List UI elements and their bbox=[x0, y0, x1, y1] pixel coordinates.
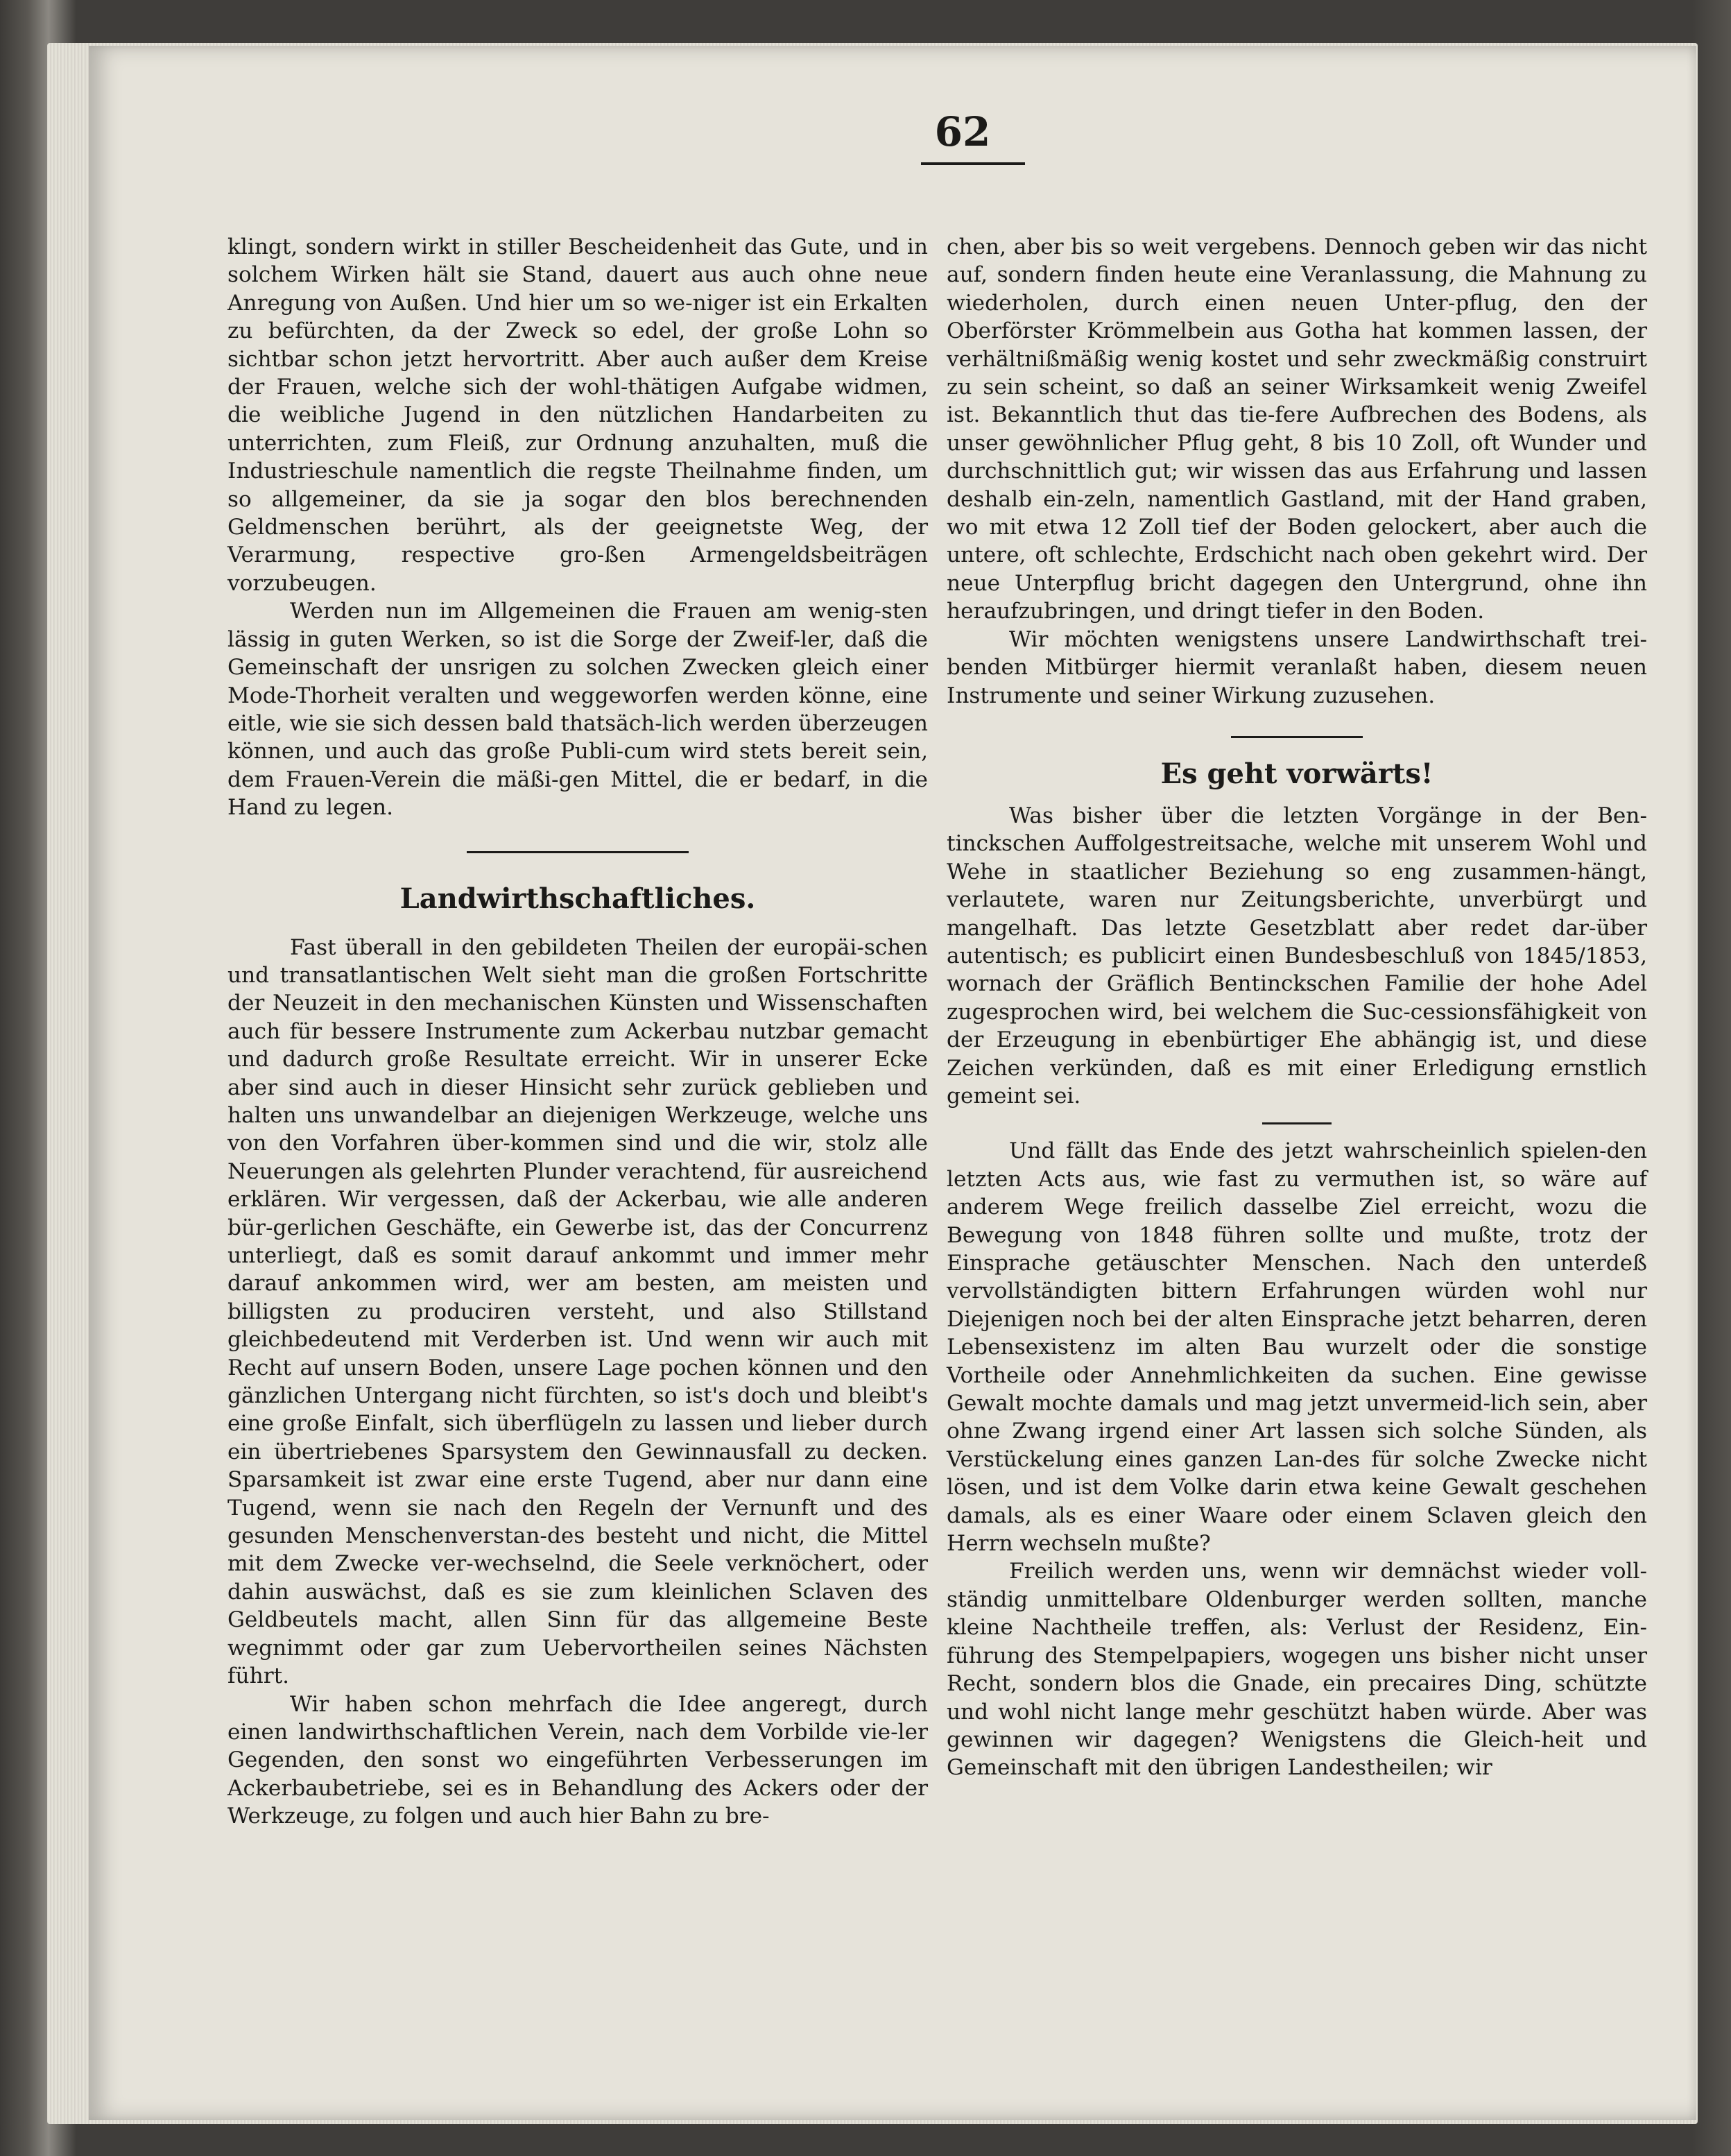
section-divider bbox=[467, 851, 689, 853]
section-heading: Landwirthschaftliches. bbox=[399, 882, 756, 915]
left-column bbox=[227, 233, 928, 1831]
section-divider bbox=[1231, 736, 1363, 738]
paragraph: Wir möchten wenigstens unsere Landwirthschaft trei-benden Mitbürger hiermit veranlaßt haben, diesem neuen Instrumente und seiner Wirkung zuzusehen. bbox=[947, 626, 1647, 708]
paragraph: chen, aber bis so weit vergebens. Dennoch geben wir das nicht auf, sondern finden heute eine Veranlassung, die Mahnung zu wiederholen, durch einen neuen Unter-pflug, den der Oberförster Krömmelbein aus Gotha hat kommen lassen, der verhältnißmäßig wenig kostet und sehr zweckmäßig construirt zu sein scheint, so daß an seiner Wirksamkeit wenig Zweifel ist. Bekanntlich thut das tie-fere Aufbrechen des Bodens, als unser gewöhnlicher Pflug geht, 8 bis 10 Zoll, oft Wunder und durchschnittlich gut; wir wissen das aus Erfahrung und lassen deshalb ein-zeln, namentlich Gastland, mit der Hand graben, wo mit etwa 12 Zoll tief der Boden gelockert, aber auch die untere, oft schlechte, Erdschicht nach oben gekehrt wird. Der neue Unterpflug bricht dagegen den Untergrund, ohne ihn heraufzubringen, und dringt tiefer in den Boden. bbox=[947, 234, 1647, 624]
document-page bbox=[89, 46, 1696, 2120]
right-column bbox=[947, 233, 1647, 1782]
paragraph: Wir haben schon mehrfach die Idee angeregt, durch einen landwirthschaftlichen Verein, nach dem Vorbilde vie-ler Gegenden, den sonst wo eingeführten Verbesserungen im Ackerbaubetriebe, sei es in Behandlung des Ackers oder der Werkzeuge, zu folgen und auch hier Bahn zu bre- bbox=[227, 1691, 928, 1829]
page-number: 62 bbox=[934, 108, 991, 155]
paragraph-divider bbox=[1262, 1122, 1332, 1124]
page-number-underline bbox=[921, 162, 1025, 165]
section-heading: Es geht vorwärts! bbox=[1160, 757, 1433, 790]
paragraph: Und fällt das Ende des jetzt wahrscheinlich spielen-den letzten Acts aus, wie fast zu vermuthen ist, so wäre auf anderem Wege freilich dasselbe Ziel erreicht, wozu die Bewegung von 1848 führen sollte und mußte, trotz der Einsprache getäuschter Menschen. Nach den unterdeß vervollständigten bittern Erfahrungen würden wohl nur Diejenigen noch bei der alten Einsprache jetzt beharren, deren Lebensexistenz im alten Bau wurzelt oder die sonstige Vortheile oder Annehmlichkeiten da suchen. Eine gewisse Gewalt mochte damals und mag jetzt unvermeid-lich sein, aber ohne Zwang irgend einer Art lassen sich solche Sünden, als Verstückelung eines ganzen Lan-des für solche Zwecke nicht lösen, und ist dem Volke darin etwa keine Gewalt geschehen damals, als es einer Waare oder einem Sclaven gleich den Herrn wechseln mußte? bbox=[947, 1138, 1647, 1557]
paragraph: Fast überall in den gebildeten Theilen der europäi-schen und transatlantischen Welt sieht man die großen Fortschritte der Neuzeit in den mechanischen Künsten und Wissenschaften auch für bessere Instrumente zum Ackerbau nutzbar gemacht und dadurch große Resultate erreicht. Wir in unserer Ecke aber sind auch in dieser Hinsicht sehr zurück geblieben und halten uns unwandelbar an diejenigen Werkzeuge, welche uns von den Vorfahren über-kommen sind und die wir, stolz alle Neuerungen als gelehrten Plunder verachtend, für ausreichend erklären. Wir vergessen, daß der Ackerbau, wie alle anderen bür-gerlichen Geschäfte, ein Gewerbe ist, das der Concurrenz unterliegt, daß es somit darauf ankommt und immer mehr darauf ankommen wird, wer am besten, am meisten und billigsten zu produciren versteht, und also Stillstand gleichbedeutend mit Verderben ist. Und wenn wir auch mit Recht auf unsern Boden, unsere Lage pochen können und den gänzlichen Untergang nicht fürchten, so ist's doch und bleibt's eine große Einfalt, sich überflügeln zu lassen und lieber durch ein übertriebenes Sparsystem den Gewinnausfall zu decken. Sparsamkeit ist zwar eine erste Tugend, aber nur dann eine Tugend, wenn sie nach den Regeln der Vernunft und des gesunden Menschenverstan-des besteht und nicht, die Mittel mit dem Zwecke ver-wechselnd, die Seele verknöchert, oder dahin auswächst, daß es sie zum kleinlichen Sclaven des Geldbeutels macht, allen Sinn für das allgemeine Beste wegnimmt oder gar zum Uebervortheilen seines Nächsten führt. bbox=[227, 934, 928, 1689]
paragraph: klingt, sondern wirkt in stiller Bescheidenheit das Gute, und in solchem Wirken hält sie Stand, dauert aus auch ohne neue Anregung von Außen. Und hier um so we-niger ist ein Erkalten zu befürchten, da der Zweck so edel, der große Lohn so sichtbar schon jetzt hervortritt. Aber auch außer dem Kreise der Frauen, welche sich der wohl-thätigen Aufgabe widmen, die weibliche Jugend in den nützlichen Handarbeiten zu unterrichten, zum Fleiß, zur Ordnung anzuhalten, muß die Industrieschule namentlich die regste Theilnahme finden, um so allgemeiner, da sie ja sogar den blos berechnenden Geldmenschen berührt, als der geeignetste Weg, der Verarmung, respective gro-ßen Armengeldsbeiträgen vorzubeugen. bbox=[227, 234, 928, 596]
paragraph: Was bisher über die letzten Vorgänge in der Ben-tinckschen Auffolgestreitsache, welche mit unserem Wohl und Wehe in staatlicher Beziehung so eng zusammen-hängt, verlautete, waren nur Zeitungsberichte, unverbürgt und mangelhaft. Das letzte Gesetzblatt aber redet dar-über autentisch; es publicirt einen Bundesbeschluß von 1845/1853, wornach der Gräflich Bentinckschen Familie der hohe Adel zugesprochen wird, bei welchem die Suc-cessionsfähigkeit von der Erzeugung in ebenbürtiger Ehe abhängig ist, und diese Zeichen verkünden, daß es mit einer Erledigung ernstlich gemeint sei. bbox=[947, 803, 1647, 1109]
paragraph: Werden nun im Allgemeinen die Frauen am wenig-sten lässig in guten Werken, so ist die Sorge der Zweif-ler, daß die Gemeinschaft der unsrigen zu solchen Zwecken gleich einer Mode-Thorheit veralten und weggeworfen werden könne, eine eitle, wie sie sich dessen bald thatsäch-lich werden überzeugen können, und auch das große Publi-cum wird stets bereit sein, dem Frauen-Verein die mäßi-gen Mittel, die er bedarf, in die Hand zu legen. bbox=[227, 599, 928, 821]
paragraph: Freilich werden uns, wenn wir demnächst wieder voll-ständig unmittelbare Oldenburger werden sollten, manche kleine Nachtheile treffen, als: Verlust der Residenz, Ein-führung des Stempelpapiers, wogegen uns bisher nicht unser Recht, sondern blos die Gnade, ein precaires Ding, schützte und wohl nicht lange mehr geschützt haben würde. Aber was gewinnen wir dagegen? Wenigstens die Gleich-heit und Gemeinschaft mit den übrigen Landestheilen; wir bbox=[947, 1559, 1647, 1781]
